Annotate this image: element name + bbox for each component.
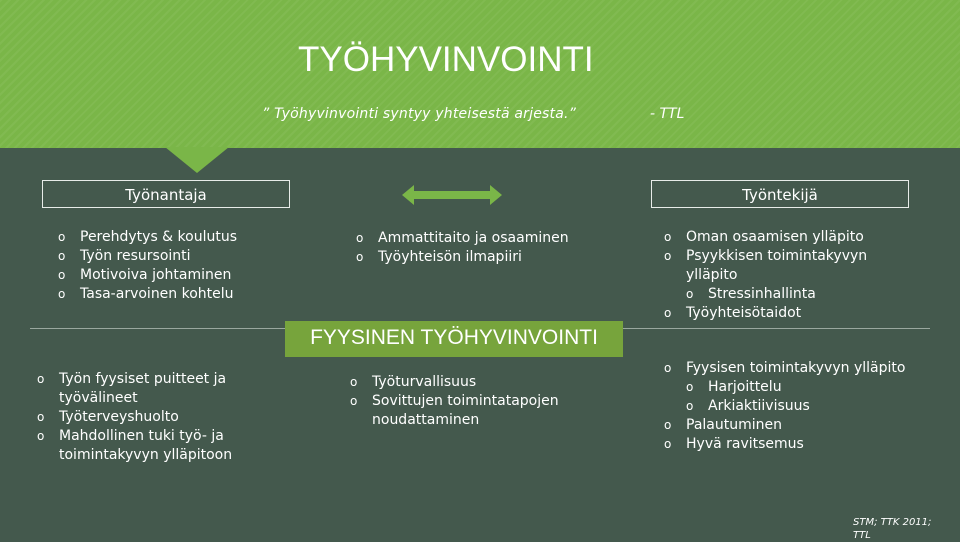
bullet-icon: o (350, 394, 358, 408)
double-arrow-icon (402, 184, 502, 206)
bullet-icon: o (58, 249, 66, 263)
physical-middle-list (350, 373, 610, 430)
list-item: o Sovittujen toimintatapojen noudattaminen (350, 393, 559, 428)
bullet-icon: o (58, 287, 66, 301)
list-item: o Työyhteisön ilmapiiri (356, 249, 522, 265)
bullet-icon: o (58, 268, 66, 282)
physical-left-list (37, 370, 252, 465)
bullet-icon: o (37, 372, 45, 386)
bullet-icon: o (58, 230, 66, 244)
bullet-icon: o (686, 399, 694, 413)
bullet-icon: o (664, 437, 672, 451)
list-subitem: o Harjoittelu (686, 379, 782, 395)
source-credit: STM; TTK 2011; TTL (853, 517, 932, 541)
employer-list (58, 228, 298, 304)
page-title: TYÖHYVINVOINTI (298, 40, 594, 79)
list-item: o Oman osaamisen ylläpito (664, 229, 864, 245)
bullet-icon: o (664, 306, 672, 320)
list-item: o Perehdytys & koulutus (58, 229, 238, 245)
list-item: o Työturvallisuus (350, 374, 477, 390)
bullet-icon: o (356, 231, 364, 245)
list-item: o Työn resursointi (58, 248, 191, 264)
bullet-icon: o (37, 429, 45, 443)
employee-label: Työntekijä (651, 180, 909, 208)
list-item: o Työn fyysiset puitteet ja työvälineet (37, 371, 227, 406)
bullet-icon: o (686, 380, 694, 394)
middle-list (356, 229, 616, 267)
list-item: o Motivoiva johtaminen (58, 267, 232, 283)
bullet-icon: o (664, 418, 672, 432)
list-subitem: o Arkiaktiivisuus (686, 398, 810, 414)
list-item: o Mahdollinen tuki työ- ja toimintakyvyn ylläpitoon (37, 428, 233, 463)
physical-right-list (664, 359, 944, 454)
list-item: o Hyvä ravitsemus (664, 436, 804, 452)
list-item: o Tasa-arvoinen kohtelu (58, 286, 234, 302)
list-item: o Psyykkisen toimintakyvyn ylläpito (664, 248, 868, 283)
bullet-icon: o (356, 250, 364, 264)
bullet-icon: o (686, 287, 694, 301)
bullet-icon: o (664, 361, 672, 375)
list-item: o Ammattitaito ja osaaminen (356, 230, 569, 246)
employer-label: Työnantaja (42, 180, 290, 208)
quote-text: ” Työhyvinvointi syntyy yhteisestä arjesta.” (262, 106, 577, 122)
list-item: o Fyysisen toimintakyvyn ylläpito (664, 360, 906, 376)
bullet-icon: o (664, 230, 672, 244)
employee-list (664, 228, 904, 323)
header-notch (165, 147, 229, 173)
list-subitem: o Stressinhallinta (686, 286, 816, 302)
list-item: o Palautuminen (664, 417, 782, 433)
list-item: o Työterveyshuolto (37, 409, 179, 425)
bullet-icon: o (37, 410, 45, 424)
quote-source: - TTL (650, 106, 685, 122)
bullet-icon: o (350, 375, 358, 389)
bullet-icon: o (664, 249, 672, 263)
physical-title: FYYSINEN TYÖHYVINVOINTI (310, 326, 598, 349)
list-item: o Työyhteisötaidot (664, 305, 802, 321)
